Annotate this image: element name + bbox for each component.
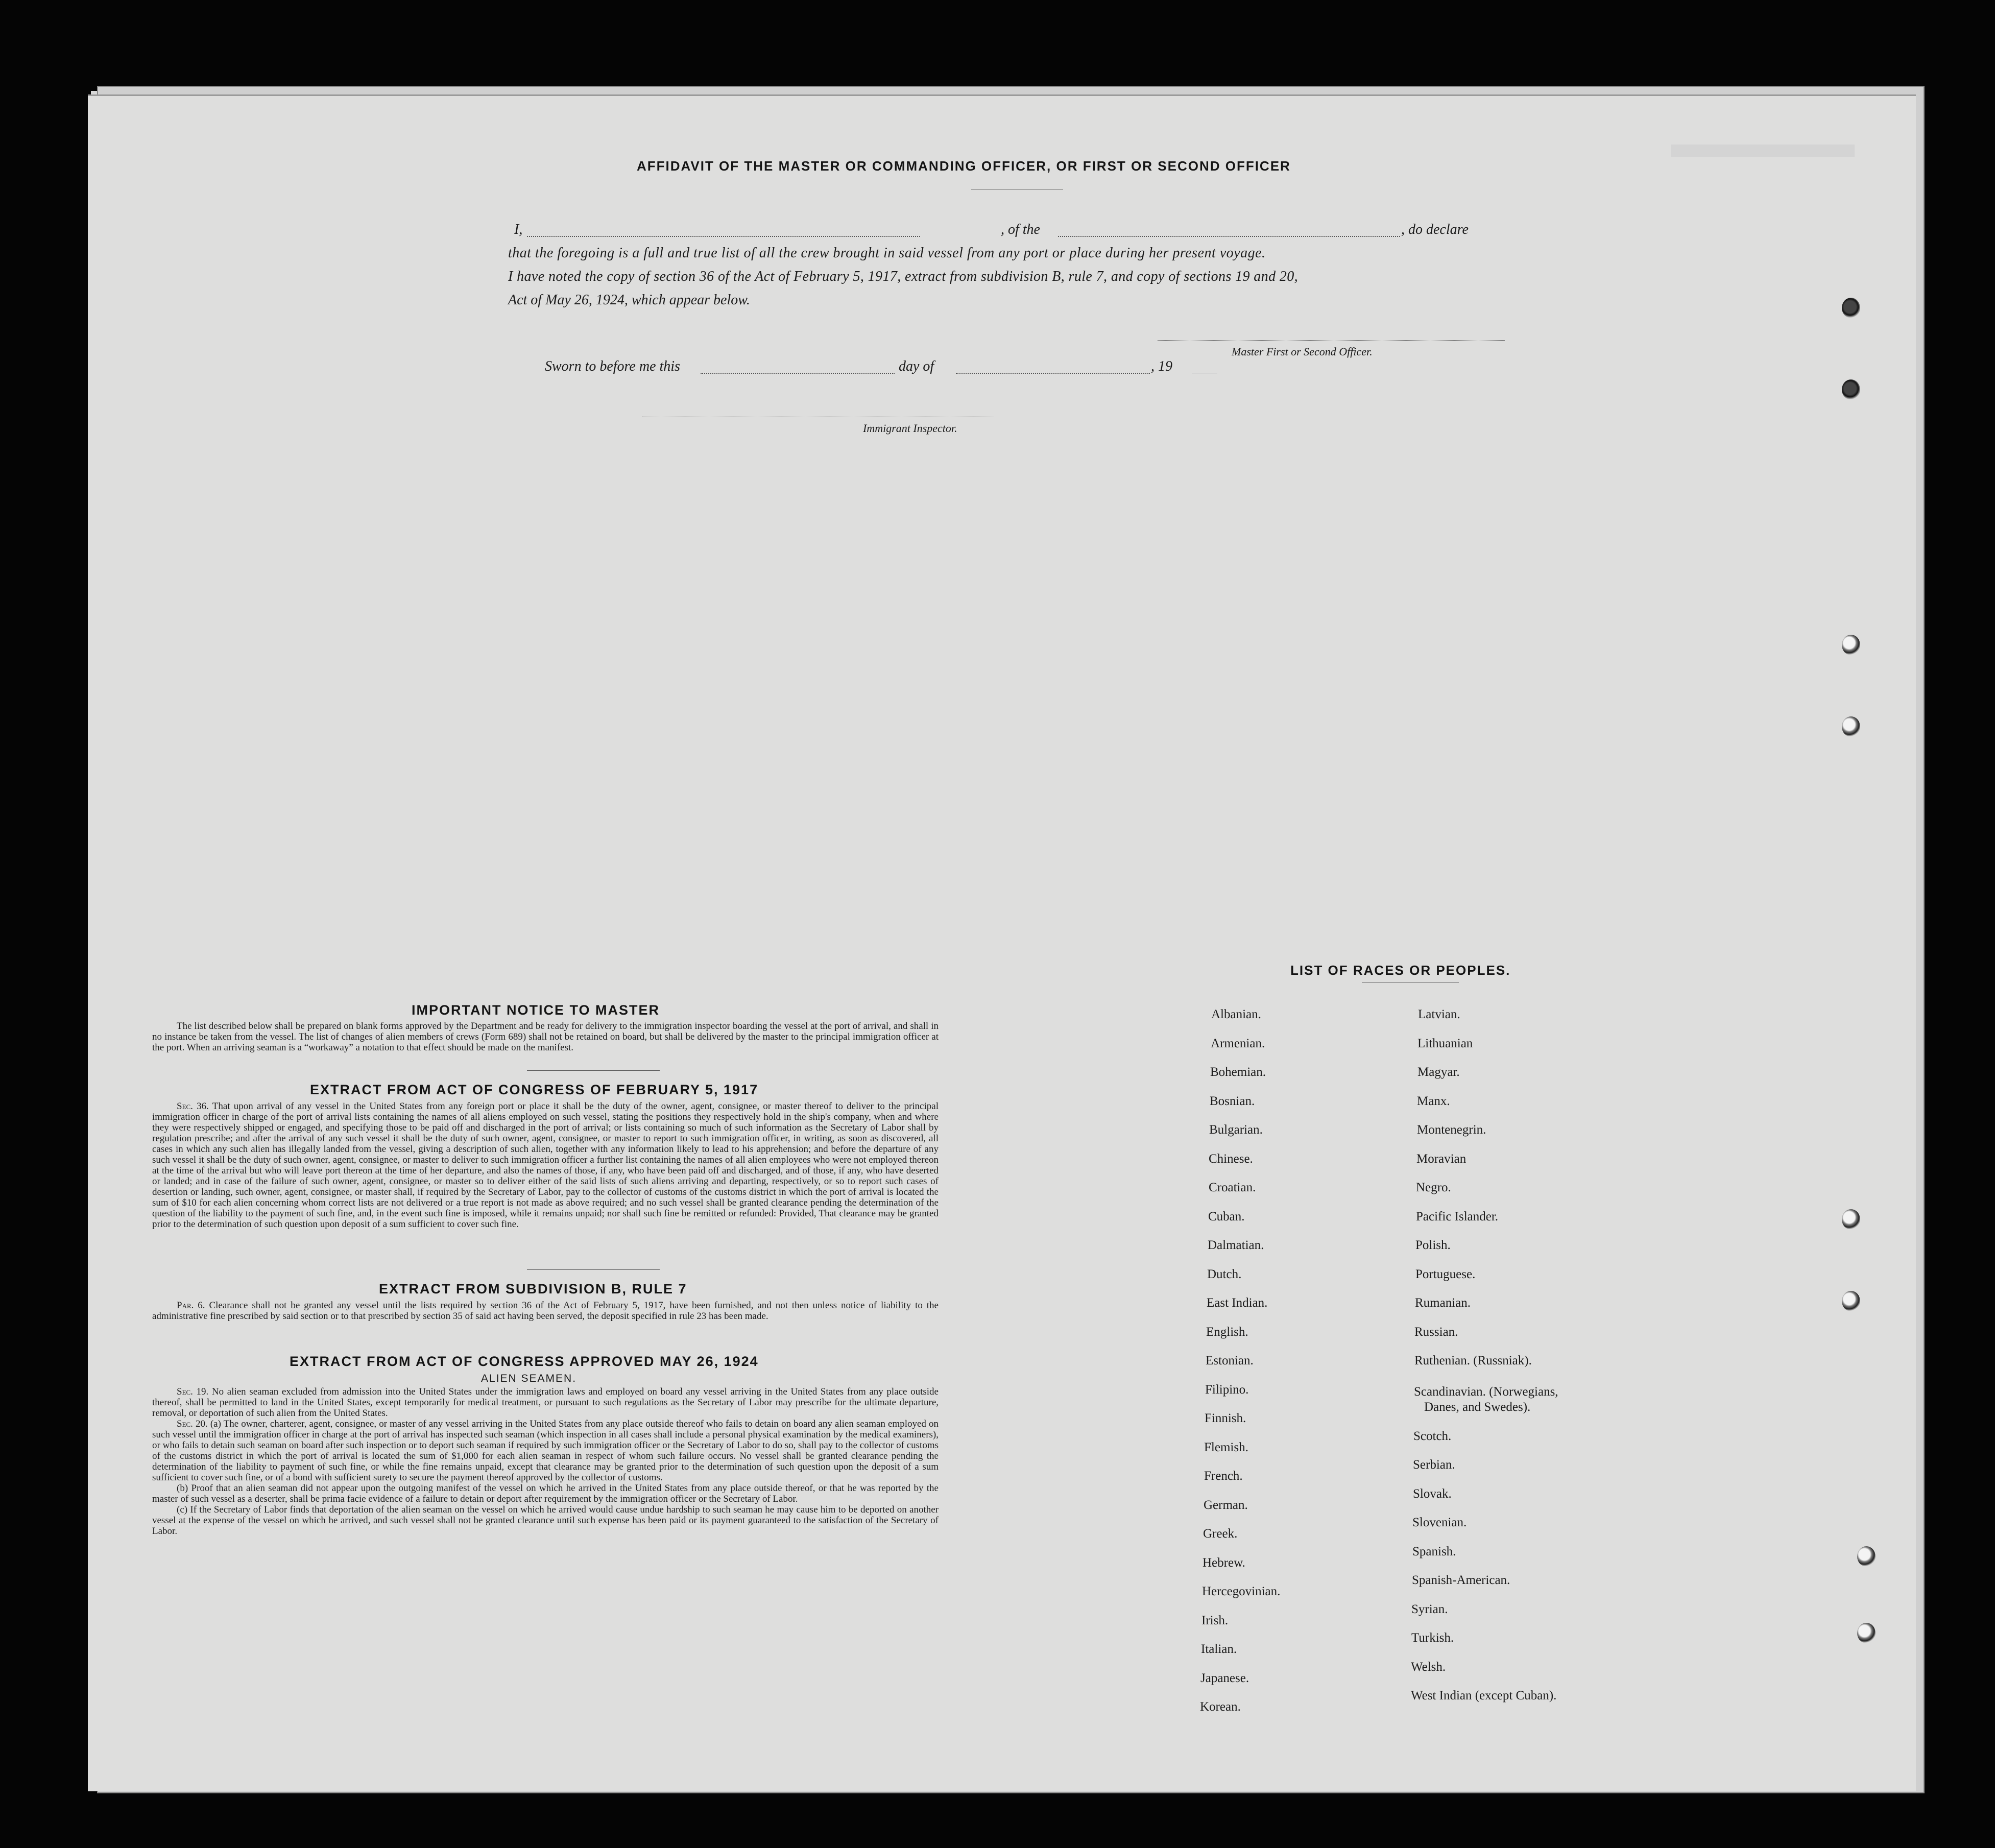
- affidavit-line-2: that the foregoing is a full and true list of all the crew brought in said vessel from any port or place during her present voyage.: [508, 245, 1266, 261]
- sec-36-text: That upon arrival of any vessel in the United States from any foreign port or place it shall be the duty of the owner, agent, consignee, or master thereof to deliver to the principal immigration officer in charge of the port of arrival lists containing the names of all aliens employed on such vessel, stating the positions they respectively hold in the ship's company, when and where they were respectively shipped or engaged, and specifying those to be paid off and discharged in the port of arrival; or lists containing so much of such information as the Secretary of Labor shall by regulation prescribe; and after the arrival of any such vessel it shall be the duty of such owner, agent, consignee, or master to report to such immigration officer, in writing, as soon as discovered, all cases in which any such alien has illegally landed from the vessel, giving a description of such alien, together with any information likely to lead to his apprehension; and before the departure of any such vessel it shall be the duty of such owner, agent, consignee, or master to deliver to such immigration officer a further list containing the names of all alien employees who were not employed thereon at the time of the arrival but who will leave port thereon at the time of her departure, and also the names of those, if any, who have been paid off and discharged, and of those, if any, who have deserted or landed; and in case of the failure of such owner, agent, consignee, or master so to deliver either of the said lists of such aliens arriving and departing, respectively, or so to report such cases of desertion or landing, such owner, agent, consignee, or master shall, if required by the Secretary of Labor, pay to the collector of customs of the customs district in which the port of arrival is located the sum of $10 for each alien concerning whom correct lists are not delivered or a true report is not made as above required; and no such vessel shall be granted clearance pending the determination of the question of the liability to the payment of such fine, and, in the event such fine is imposed, while it remains unpaid; nor shall such fine be remitted or refunded: Provided, That clearance may be granted prior to the determination of such question upon deposit of a sum sufficient to cover such fine.: [152, 1101, 939, 1230]
- race-item: Japanese.: [1200, 1671, 1249, 1685]
- race-item: Bosnian.: [1210, 1094, 1255, 1108]
- binder-hole: [1842, 635, 1860, 655]
- sec-19-label: Sec. 19.: [177, 1386, 209, 1397]
- inspector-label: Immigrant Inspector.: [863, 422, 957, 435]
- race-item: Slovak.: [1413, 1486, 1452, 1501]
- race-item: Greek.: [1203, 1527, 1238, 1541]
- master-signature-line: [1158, 340, 1505, 341]
- race-item: Bulgarian.: [1209, 1123, 1263, 1137]
- sec-20a-paragraph: [152, 1419, 939, 1483]
- affidavit-title: AFFIDAVIT OF THE MASTER OR COMMANDING OFFICER, OR FIRST OR SECOND OFFICER: [637, 158, 1291, 174]
- race-item: Filipino.: [1205, 1382, 1249, 1397]
- race-item: Montenegrin.: [1417, 1123, 1486, 1137]
- sworn-text: Sworn to before me this: [545, 358, 680, 374]
- sworn-day-blank: [701, 373, 895, 374]
- extract-rule7-text: [152, 1300, 939, 1322]
- extract-1924-title: EXTRACT FROM ACT OF CONGRESS APPROVED MAY 26, 1924: [290, 1354, 759, 1369]
- divider: [527, 1070, 660, 1071]
- race-item: Negro.: [1416, 1181, 1451, 1194]
- sec-20a-text: (a) The owner, charterer, agent, consignee, or master of any vessel arriving in the United States from any place outside thereof who fails to detain on board any alien seaman employed on such vessel until the immigration officer in charge at the port of arrival has inspected such seaman (which inspection in all cases shall include a personal physical examination by the medical examiners), or who fails to detain such seaman on board after such inspection or to deport such seaman if required by such immigration officer or the Secretary of Labor to do so, shall pay to the collector of customs of the customs district in which the port of arrival is located the sum of $1,000 for each alien seaman in respect of whom such failure occurs. No vessel shall be granted clearance pending the determination of the liability to payment of such fine, or while the fine remains unpaid, except that clearance may be granted prior to the determination of such question upon the deposit of a sum sufficient to cover such fine, or of a bond with sufficient surety to secure the payment thereof approved by the collector of customs.: [152, 1419, 939, 1483]
- par-6-text: Clearance shall not be granted any vessel until the lists required by section 36 of the Act of February 5, 1917, have been furnished, and not then unless notice of liability to the administrative fine prescribed by said section or to that prescribed by section 35 of said act having been served, the deposit specified in rule 23 has been made.: [152, 1300, 939, 1322]
- race-item: Russian.: [1414, 1325, 1458, 1339]
- race-item: Manx.: [1417, 1094, 1450, 1108]
- binder-hole: [1857, 1623, 1876, 1643]
- race-item: Bohemian.: [1210, 1065, 1266, 1079]
- par-6-paragraph: [152, 1300, 939, 1322]
- race-item: Ruthenian. (Russniak).: [1414, 1354, 1532, 1367]
- vessel-blank: [1058, 236, 1400, 237]
- race-item: Flemish.: [1204, 1440, 1248, 1454]
- extract-rule7-title: EXTRACT FROM SUBDIVISION B, RULE 7: [379, 1281, 687, 1297]
- race-item: Welsh.: [1411, 1660, 1446, 1674]
- race-item: East Indian.: [1207, 1296, 1268, 1310]
- binder-hole: [1842, 716, 1860, 737]
- races-title: LIST OF RACES OR PEOPLES.: [1290, 963, 1511, 978]
- affidavit-declare: , do declare: [1401, 222, 1469, 237]
- document-page: [88, 94, 1916, 1791]
- race-item: Spanish-American.: [1412, 1573, 1510, 1587]
- day-of-text: day of: [899, 358, 934, 374]
- race-item: Cuban.: [1208, 1209, 1245, 1223]
- affidavit-of-the: , of the: [1001, 222, 1040, 237]
- race-item: Magyar.: [1417, 1065, 1460, 1079]
- sec-19-paragraph: [152, 1386, 939, 1419]
- binder-hole: [1842, 1291, 1860, 1311]
- extract-1924-text: [152, 1386, 939, 1537]
- race-item: Dutch.: [1207, 1267, 1242, 1281]
- race-item: Rumanian.: [1415, 1296, 1471, 1310]
- race-item: Serbian.: [1413, 1458, 1455, 1472]
- race-item: Polish.: [1415, 1238, 1451, 1252]
- race-item: Scandinavian. (Norwegians,: [1414, 1384, 1558, 1399]
- race-item: Danes, and Swedes).: [1424, 1400, 1531, 1414]
- race-item: Irish.: [1201, 1613, 1229, 1627]
- binder-hole: [1842, 1209, 1860, 1230]
- race-item: Pacific Islander.: [1416, 1209, 1499, 1223]
- par-6-label: Par. 6.: [177, 1300, 205, 1311]
- race-item: Turkish.: [1411, 1631, 1454, 1645]
- notice-paragraph: The list described below shall be prepared on blank forms approved by the Department and be ready for delivery to the immigration inspector boarding the vessel at the port of arrival, and shall in no instance be taken from the vessel. The list of changes of alien members of crews (Form 689) shall not be retained on board, but shall be delivered by the master to the principal immigration officer at the port. When an arriving seaman is a “workaway” a notation to that effect should be made on the manifest.: [152, 1021, 939, 1053]
- bleed-through: [1671, 145, 1855, 157]
- race-item: Moravian: [1416, 1151, 1467, 1166]
- binder-hole: [1842, 379, 1860, 400]
- name-blank: [527, 236, 920, 237]
- alien-seamen-subtitle: ALIEN SEAMEN.: [481, 1373, 577, 1384]
- race-item: Spanish.: [1412, 1544, 1456, 1558]
- race-item: Chinese.: [1209, 1151, 1253, 1166]
- sec-36-label: Sec. 36.: [177, 1101, 209, 1112]
- extract-1917-text: [152, 1101, 939, 1230]
- binder-hole: [1857, 1546, 1876, 1567]
- race-item: English.: [1206, 1325, 1248, 1339]
- sec-36-paragraph: [152, 1101, 939, 1230]
- binder-hole: [1842, 298, 1860, 318]
- race-item: Italian.: [1201, 1642, 1237, 1656]
- race-item: Albanian.: [1211, 1007, 1261, 1021]
- race-item: German.: [1204, 1498, 1248, 1512]
- sec-19-text: No alien seaman excluded from admission into the United States under the immigration laws and employed on board any vessel arriving in the United States from any place outside thereof, shall be permitted to land in the United States, except temporarily for medical treatment, or pursuant to such regulations as the Secretary of Labor may prescribe for the ultimate departure, removal, or deportation of such alien from the United States.: [152, 1386, 939, 1419]
- affidavit-line-4: Act of May 26, 1924, which appear below.: [508, 292, 750, 308]
- race-item: Portuguese.: [1415, 1267, 1476, 1281]
- extract-1917-title: EXTRACT FROM ACT OF CONGRESS OF FEBRUARY 5, 1917: [310, 1082, 759, 1097]
- race-item: Croatian.: [1209, 1181, 1256, 1194]
- race-item: French.: [1204, 1469, 1243, 1483]
- master-signature-label: Master First or Second Officer.: [1232, 345, 1373, 358]
- race-item: Hercegovinian.: [1202, 1585, 1281, 1598]
- race-item: Lithuanian: [1417, 1036, 1473, 1050]
- divider: [527, 1269, 660, 1270]
- race-item: Estonian.: [1206, 1354, 1254, 1367]
- sec-20-label: Sec. 20.: [177, 1419, 208, 1429]
- race-item: Hebrew.: [1203, 1555, 1245, 1570]
- race-item: Syrian.: [1411, 1602, 1448, 1616]
- race-item: Dalmatian.: [1208, 1238, 1264, 1252]
- sec-20b-paragraph: (b) Proof that an alien seaman did not appear upon the outgoing manifest of the vessel on which he arrived in the United States from any place outside thereof, or that he was reported by the master of such vessel as a deserter, shall be prima facie evidence of a failure to detain or deport after requirement by the immigration officer or the Secretary of Labor.: [152, 1483, 939, 1504]
- race-item: Scotch.: [1413, 1429, 1452, 1443]
- affidavit-line-3: I have noted the copy of section 36 of the Act of February 5, 1917, extract from subdivision B, rule 7, and copy of sections 19 and 20,: [508, 269, 1299, 284]
- race-item: West Indian (except Cuban).: [1411, 1689, 1557, 1702]
- year-text: , 19: [1151, 358, 1172, 374]
- race-item: Armenian.: [1211, 1036, 1265, 1050]
- race-item: Korean.: [1200, 1700, 1241, 1714]
- race-item: Latvian.: [1418, 1007, 1460, 1021]
- race-item: Finnish.: [1205, 1411, 1246, 1425]
- sworn-month-blank: [956, 373, 1150, 374]
- race-item: Slovenian.: [1412, 1516, 1467, 1529]
- sec-20c-paragraph: (c) If the Secretary of Labor finds that deportation of the alien seaman on the vessel on which he arrived would cause undue hardship to such seaman he may cause him to be deported on another vessel at the expense of the vessel on which he arrived, and such vessel shall not be granted clearance until such expense has been paid or its payment guaranteed to the satisfaction of the Secretary of Labor.: [152, 1504, 939, 1537]
- affidavit-i: I,: [514, 222, 523, 237]
- notice-text: [152, 1021, 939, 1053]
- notice-title: IMPORTANT NOTICE TO MASTER: [412, 1002, 660, 1018]
